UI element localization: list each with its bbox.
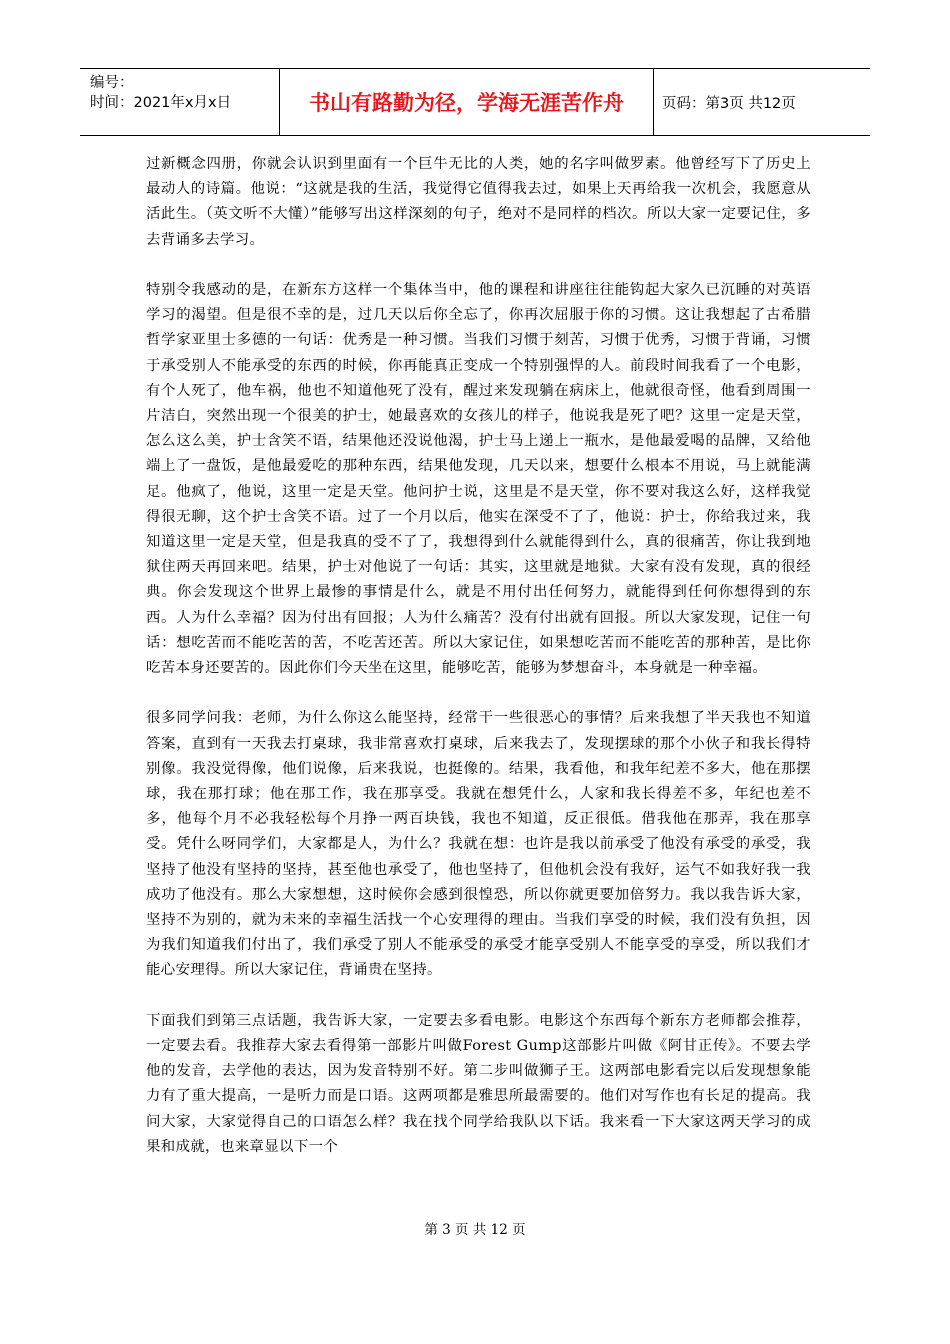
paragraph-3: 很多同学问我：老师，为什么你这么能坚持，经常干一些很恶心的事情？后来我想了半天我也不知道答案，直到有一天我去打桌球，我非常喜欢打桌球，后来我去了，发现摆球的那个小伙子和我长得特别像。我没觉得像，他们说像，后来我说，也挺像的。结果，我看他，和我年纪差不多大，他在那摆球，我在那打球；他在那工作，我在那享受。我就在想凭什么，人家和我长得差不多，年纪也差不多，他每个月不必我轻松每个月挣一两百块钱，我也不知道，反正很低。借我他在那弄，我在那享受。凭什么呀同学们，大家都是人，为什么？我就在想：也许是我以前承受了他没有承受的承受，我坚持了他没有坚持的坚持，甚至他也承受了，他也坚持了，但他机会没有我好，运气不如我好我一我成功了他没有。那么大家想想，这时候你会感到很惶恐，所以你就更要加倍努力。我以我告诉大家，坚持不为别的，就为未来的幸福生活找一个心安理得的理由。当我们享受的时候，我们没有负担，因为我们知道我们付出了，我们承受了别人不能承受的承受才能享受别人不能享受的享受，所以我们才能心安理得。所以大家记住，背诵贵在坚持。 bbox=[146, 710, 811, 979]
header-table bbox=[80, 68, 870, 136]
paragraph-1: 过新概念四册，你就会认识到里面有一个巨牛无比的人类，她的名字叫做罗素。他曾经写下了历史上最动人的诗篇。他说：“这就是我的生活，我觉得它值得我去过，如果上天再给我一次机会，我愿意从活此生。（英文听不大懂）”能够写出这样深刻的句子，绝对不是同样的档次。所以大家一定要记住，多去背诵多去学习。 bbox=[146, 156, 811, 248]
document-body bbox=[146, 152, 811, 1185]
header-meta bbox=[80, 69, 280, 135]
header-motto: 书山有路勤为径，学海无涯苦作舟 bbox=[280, 69, 654, 135]
time-label: 时间：2021年x月x日 bbox=[90, 95, 232, 111]
paragraph-4: 下面我们到第三点话题，我告诉大家，一定要去多看电影。电影这个东西每个新东方老师都会推荐，一定要去看。我推荐大家去看得第一部影片叫做Forest Gump这部影片叫做《阿甘正传》。不要去学他的发音，去学他的表达，因为发音特别不好。第二步叫做狮子王。这两部电影看完以后发现想象能力有了重大提高，一是听力而是口语。这两项都是雅思所最需要的。他们对写作也有长足的提高。我问大家，大家觉得自己的口语怎么样？我在找个同学给我队以下话。我来看一下大家这两天学习的成果和成就，也来章显以下一个 bbox=[146, 1012, 811, 1155]
header-page-label: 页码：第3页 共12页 bbox=[662, 95, 796, 112]
number-label: 编号： bbox=[90, 75, 134, 91]
paragraph-2: 特别令我感动的是，在新东方这样一个集体当中，他的课程和讲座往往能钩起大家久已沉睡的对英语学习的渴望。但是很不幸的是，过几天以后你全忘了，你再次屈服于你的习惯。这让我想起了古希腊哲学家亚里士多德的一句话：优秀是一种习惯。当我们习惯于刻苦，习惯于优秀，习惯于背诵，习惯于承受别人不能承受的东西的时候，你再能真正变成一个特别强悍的人。前段时间我看了一个电影，有个人死了，他车祸，他也不知道他死了没有，醒过来发现躺在病床上，他就很奇怪，他看到周围一片洁白，突然出现一个很美的护士，她最喜欢的女孩儿的样子，他说我是死了吧？这里一定是天堂，怎么这么美，护士含笑不语，结果他还没说他渴，护士马上递上一瓶水，是他最爱喝的品牌，又给他端上了一盘饭，是他最爱吃的那种东西，结果他发现，几天以来，想要什么根本不用说，马上就能满足。他疯了，他说，这里一定是天堂。他问护士说，这里是不是天堂，你不要对我这么好，这样我觉得很无聊，这个护士含笑不语。过了一个月以后，他实在深受不了了，他说：护士，你给我过来，我知道这里一定是天堂，但是我真的受不了了，我想得到什么就能得到什么，真的很痛苦，你让我到地狱住两天再回来吧。结果，护士对他说了一句话：其实，这里就是地狱。大家有没有发现，真的很经典。你会发现这个世界上最惨的事情是什么，就是不用付出任何努力，就能得到任何你想得到的东西。人为什么幸福？因为付出有回报；人为什么痛苦？没有付出就有回报。所以大家发现，记住一句话：想吃苦而不能吃苦的苦，不吃苦还苦。所以大家记住，如果想吃苦而不能吃苦的那种苦，是比你吃苦本身还要苦的。因此你们今天坐在这里，能够吃苦，能够为梦想奋斗，本身就是一种幸福。 bbox=[146, 282, 811, 677]
page-footer: 第 3 页 共 12 页 bbox=[424, 1222, 526, 1238]
